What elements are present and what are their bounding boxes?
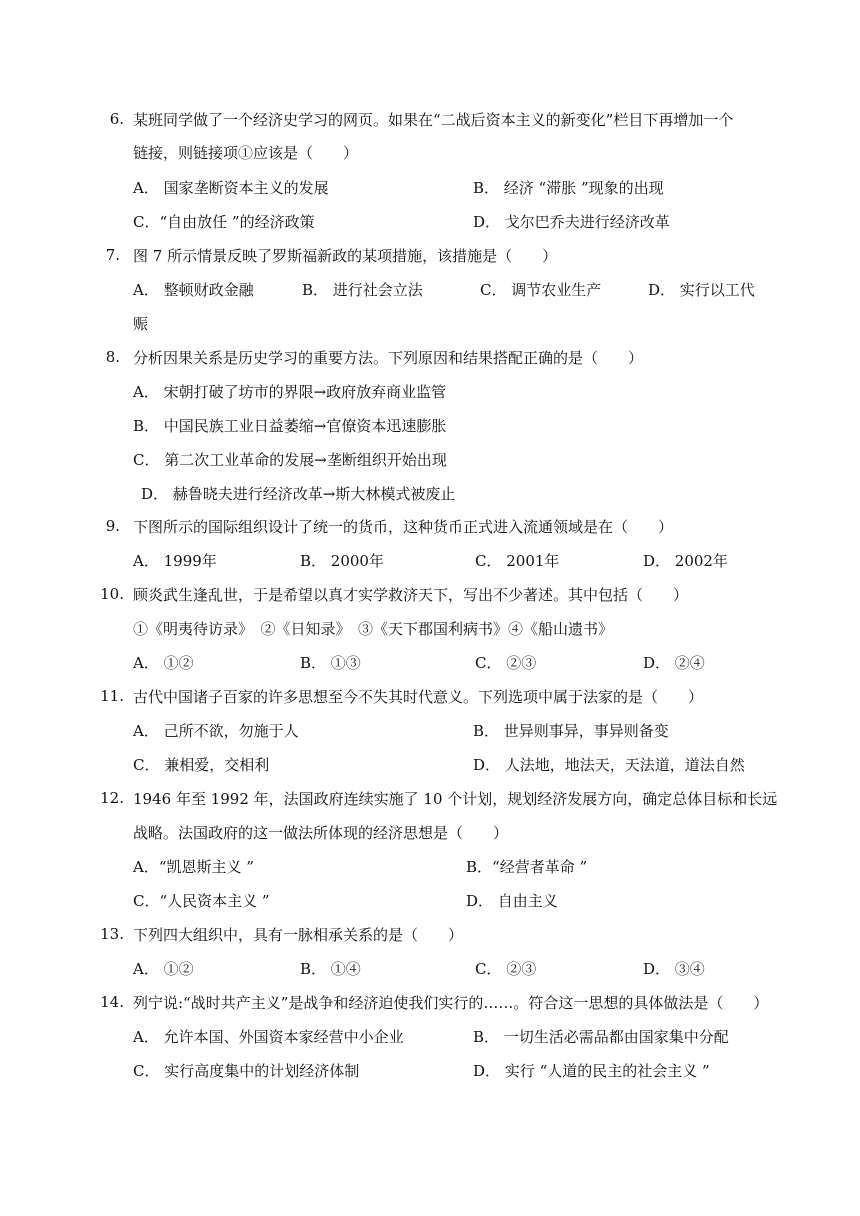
option-c: C． ②③ xyxy=(475,654,537,672)
option-b: B． ①④ xyxy=(300,960,361,978)
question-number: 14. xyxy=(100,993,124,1011)
question-text: 列宁说:“战时共产主义”是战争和经济迫使我们实行的……。符合这一思想的具体做法是（ ） xyxy=(133,994,769,1012)
option-d: D． 实行 “人道的民主的社会主义 ” xyxy=(473,1062,710,1080)
option-d: D． 2002年 xyxy=(643,552,728,570)
option-d: D． ③④ xyxy=(643,960,705,978)
question-text: 顾炎武生逢乱世，于是希望以真才实学救济天下，写出不少著述。其中包括（ ） xyxy=(133,586,689,604)
question-number: 8. xyxy=(105,348,120,366)
question-number: 7. xyxy=(105,246,120,264)
question-number: 6. xyxy=(109,110,124,128)
option-d-continued: 赈 xyxy=(133,315,149,333)
question-text: 图 7 所示情景反映了罗斯福新政的某项措施，该措施是（ ） xyxy=(133,247,558,265)
option-b: B． 2000年 xyxy=(300,552,384,570)
question-text: 某班同学做了一个经济史学习的网页。如果在“二战后资本主义的新变化”栏目下再增加一个 xyxy=(133,111,734,129)
question-text: ①《明夷待访录》 ②《日知录》 ③《天下郡国利病书》④《船山遗书》 xyxy=(133,620,614,638)
question-number: 13. xyxy=(100,925,124,943)
option-a: A．“凯恩斯主义 ” xyxy=(133,858,254,876)
question-text: 战略。法国政府的这一做法所体现的经济思想是（ ） xyxy=(133,824,509,842)
option-a: A． 宋朝打破了坊市的界限→政府放弃商业监管 xyxy=(133,383,447,401)
option-c: C． 兼相爱，交相利 xyxy=(133,756,270,774)
option-c: C． 调节农业生产 xyxy=(480,281,602,299)
option-a: A． 国家垄断资本主义的发展 xyxy=(133,179,329,197)
option-a: A． 整顿财政金融 xyxy=(133,281,254,299)
option-d: D． 赫鲁晓夫进行经济改革→斯大林模式被废止 xyxy=(141,485,456,503)
option-a: A． ①② xyxy=(133,960,194,978)
question-number: 10. xyxy=(100,585,124,603)
question-text: 下图所示的国际组织设计了统一的货币，这种货币正式进入流通领域是在（ ） xyxy=(133,518,674,536)
option-b: B．“经营者革命 ” xyxy=(466,858,588,876)
option-b: B． 一切生活必需品都由国家集中分配 xyxy=(473,1028,729,1046)
question-text: 分析因果关系是历史学习的重要方法。下列原因和结果搭配正确的是（ ） xyxy=(133,349,644,367)
question-text: 1946 年至 1992 年，法国政府连续实施了 10 个计划，规划经济发展方向，确定总体目标和长远 xyxy=(133,790,778,808)
option-c: C． 第二次工业革命的发展→垄断组织开始出现 xyxy=(133,451,447,469)
option-b: B． 经济 “滞胀 ”现象的出现 xyxy=(473,179,664,197)
option-d: D． 实行以工代 xyxy=(648,281,755,299)
option-a: A． ①② xyxy=(133,654,194,672)
question-text: 古代中国诸子百家的许多思想至今不失其时代意义。下列选项中属于法家的是（ ） xyxy=(133,688,704,706)
option-c: C．“人民资本主义 ” xyxy=(133,892,270,910)
option-d: D． ②④ xyxy=(643,654,705,672)
option-d: D． 人法地，地法天，天法道，道法自然 xyxy=(473,756,745,774)
option-a: A． 己所不欲，勿施于人 xyxy=(133,722,299,740)
option-c: C．“自由放任 ”的经济政策 xyxy=(133,213,315,231)
option-b: B． ①③ xyxy=(300,654,361,672)
option-d: D． 戈尔巴乔夫进行经济改革 xyxy=(473,213,670,231)
option-b: B． 进行社会立法 xyxy=(302,281,423,299)
option-c: C． ②③ xyxy=(475,960,537,978)
option-b: B． 世异则事异，事异则备变 xyxy=(473,722,669,740)
question-number: 12. xyxy=(100,789,124,807)
option-c: C． 实行高度集中的计划经济体制 xyxy=(133,1062,360,1080)
option-c: C． 2001年 xyxy=(475,552,560,570)
question-number: 11. xyxy=(100,687,124,705)
question-text: 下列四大组织中，具有一脉相承关系的是（ ） xyxy=(133,926,464,944)
option-b: B． 中国民族工业日益萎缩→官僚资本迅速膨胀 xyxy=(133,417,447,435)
option-a: A． 1999年 xyxy=(133,552,217,570)
question-text: 链接，则链接项①应该是（ ） xyxy=(133,144,359,162)
option-d: D． 自由主义 xyxy=(466,892,558,910)
option-a: A． 允许本国、外国资本家经营中小企业 xyxy=(133,1028,404,1046)
question-number: 9. xyxy=(105,517,120,535)
